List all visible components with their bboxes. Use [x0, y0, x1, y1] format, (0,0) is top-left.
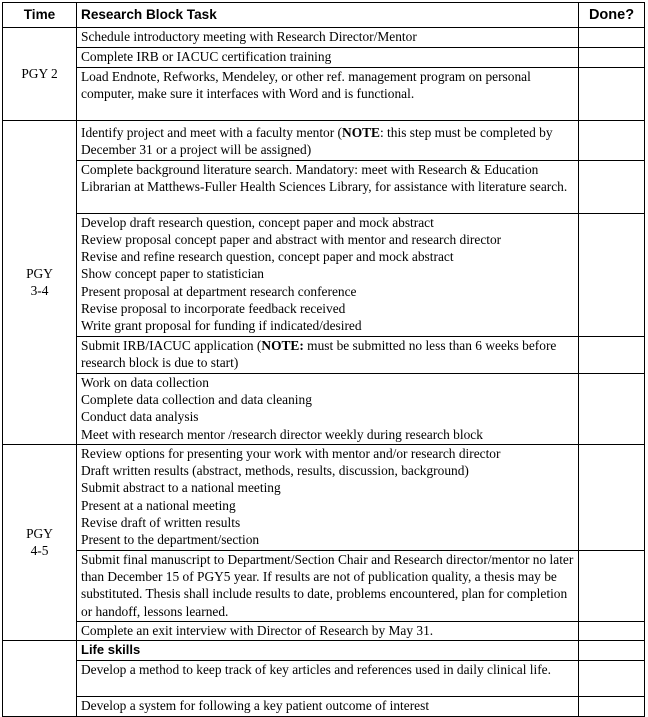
task-text: Submit IRB/IACUC application (NOTE: must be submitted no less than 6 weeks before research block is due to start): [81, 337, 557, 370]
task-line: Revise proposal to incorporate feedback received: [81, 301, 346, 317]
header-row: [3, 3, 645, 28]
task-text: Complete IRB or IACUC certification training: [81, 49, 332, 64]
done-checkbox-cell[interactable]: [579, 213, 645, 336]
task-line: Develop draft research question, concept paper and mock abstract: [81, 214, 434, 230]
task-text: Schedule introductory meeting with Research Director/Mentor: [81, 29, 417, 44]
task-cell: [77, 68, 579, 121]
time-label: PGY 2: [21, 65, 58, 81]
done-checkbox-cell[interactable]: [579, 160, 645, 213]
task-cell: [77, 28, 579, 48]
task-cell: [77, 621, 579, 640]
task-text: Complete background literature search. Mandatory: meet with Research & Education Librarian at Matthews-Fuller Health Sciences Library, for assistance with literature search.: [81, 161, 568, 194]
task-row: [3, 661, 645, 697]
time-label: 3-4: [30, 282, 49, 298]
task-cell: [77, 121, 579, 161]
task-line: Conduct data analysis: [81, 409, 199, 425]
task-text: Develop a system for following a key patient outcome of interest: [81, 698, 430, 714]
task-text: Submit final manuscript to Department/Section Chair and Research director/mentor no later than December 15 of PGY5 year. If results are not of publication quality, a thesis may be substituted. Thesis shall include results to date, problems encountered, plan for completion or handoff, lessons learned.: [81, 551, 574, 619]
time-label: 4-5: [30, 542, 49, 558]
done-checkbox-cell[interactable]: [579, 697, 645, 717]
time-label: PGY: [26, 265, 53, 281]
section-title: Life skills: [77, 641, 579, 661]
task-row: [3, 121, 645, 161]
task-line: Revise and refine research question, concept paper and mock abstract: [81, 249, 454, 265]
task-row: [3, 213, 645, 336]
task-line: Revise draft of written results: [81, 515, 241, 531]
task-cell: [77, 213, 579, 336]
task-cell: [77, 444, 579, 550]
task-cell: [77, 550, 579, 621]
header-task: Research Block Task: [77, 3, 579, 28]
task-line: Review proposal concept paper and abstract with mentor and research director: [81, 231, 502, 247]
task-line: Present to the department/section: [81, 532, 260, 548]
time-cell-pgy45: [3, 444, 77, 640]
note-label: NOTE:: [261, 337, 304, 353]
task-line: Present proposal at department research conference: [81, 283, 357, 299]
research-block-checklist-table: [2, 2, 645, 717]
time-cell-pgy2: [3, 28, 77, 121]
task-line: Draft written results (abstract, methods, results, discussion, background): [81, 463, 469, 479]
task-cell: [77, 697, 579, 717]
task-row: [3, 48, 645, 68]
task-line: Submit abstract to a national meeting: [81, 480, 281, 496]
done-checkbox-cell[interactable]: [579, 336, 645, 373]
task-line: Meet with research mentor /research director weekly during research block: [81, 426, 483, 442]
done-checkbox-cell[interactable]: [579, 550, 645, 621]
task-row: [3, 697, 645, 717]
task-line: Work on data collection: [81, 374, 209, 390]
done-checkbox-cell[interactable]: [579, 621, 645, 640]
task-text: Complete an exit interview with Director of Research by May 31.: [81, 622, 434, 638]
task-line: Review options for presenting your work with mentor and/or research director: [81, 445, 501, 461]
time-label: PGY: [26, 525, 53, 541]
done-checkbox-cell[interactable]: [579, 68, 645, 121]
task-text: Develop a method to keep track of key articles and references used in daily clinical life.: [81, 662, 551, 678]
task-text: Identify project and meet with a faculty mentor (NOTE: this step must be completed by December 31 or a project will be assigned): [81, 125, 553, 158]
task-cell: [77, 336, 579, 373]
task-line: Write grant proposal for funding if indicated/desired: [81, 318, 362, 334]
task-cell: [77, 373, 579, 444]
header-time: Time: [3, 3, 77, 28]
time-cell-life-skills: [3, 641, 77, 717]
task-row: [3, 550, 645, 621]
time-cell-pgy34: [3, 121, 77, 445]
task-text: Load Endnote, Refworks, Mendeley, or other ref. management program on personal computer, make sure it interfaces with Word and is functional.: [81, 69, 531, 102]
task-row: [3, 444, 645, 550]
task-line: Show concept paper to statistician: [81, 266, 264, 282]
done-checkbox-cell[interactable]: [579, 373, 645, 444]
task-row: [3, 336, 645, 373]
done-checkbox-cell[interactable]: [579, 641, 645, 661]
task-cell: [77, 661, 579, 697]
task-line: Present at a national meeting: [81, 497, 236, 513]
note-label: NOTE: [342, 125, 380, 140]
done-checkbox-cell[interactable]: [579, 444, 645, 550]
done-checkbox-cell[interactable]: [579, 121, 645, 161]
section-row-life-skills: [3, 641, 645, 661]
task-row: [3, 373, 645, 444]
task-line: Complete data collection and data cleaning: [81, 391, 312, 407]
task-row: [3, 160, 645, 213]
task-cell: [77, 48, 579, 68]
done-checkbox-cell[interactable]: [579, 28, 645, 48]
done-checkbox-cell[interactable]: [579, 48, 645, 68]
done-checkbox-cell[interactable]: [579, 661, 645, 697]
task-cell: [77, 160, 579, 213]
task-row: [3, 28, 645, 48]
task-row: [3, 68, 645, 121]
task-row: [3, 621, 645, 640]
header-done: Done?: [579, 3, 645, 28]
